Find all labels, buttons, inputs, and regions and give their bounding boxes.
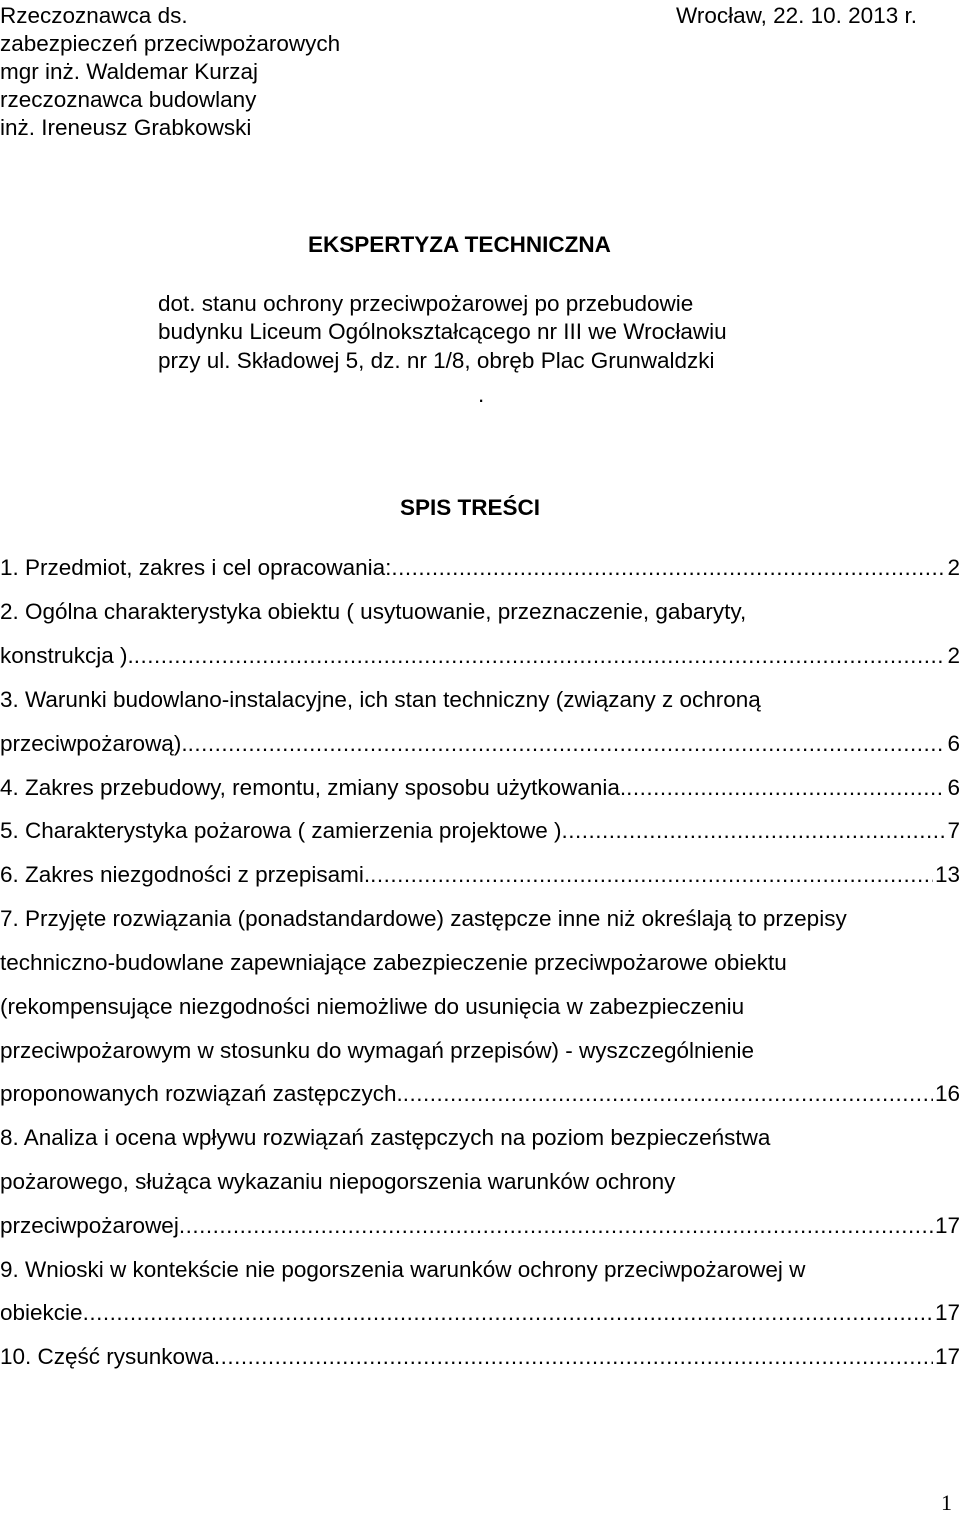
toc-title: SPIS TREŚCI [400,495,541,520]
toc-page-number: 2 [947,643,960,668]
toc-entry-text: 4. Zakres przebudowy, remontu, zmiany sposobu użytkowania. [0,775,627,800]
subject-line-2: budynku Liceum Ogólnokształcącego nr III we Wrocławiu [158,319,727,344]
toc-leader [391,554,945,582]
toc-entry-8[interactable] [0,1212,960,1240]
toc-entry-7-line-4[interactable]: przeciwpożarowym w stosunku do wymagań przepisów) - wyszczególnienie [0,1038,755,1063]
page-number: 1 [941,1490,952,1515]
author-line-2: zabezpieczeń przeciwpożarowych [0,31,341,56]
toc-entry-2[interactable] [0,642,960,670]
toc-entry-text: 10. Część rysunkowa [0,1344,214,1369]
toc-entry-text: konstrukcja ). [0,643,134,668]
toc-entry-text: przeciwpożarowej [0,1213,179,1238]
toc-entry-5[interactable] [0,817,960,845]
toc-entry-7[interactable] [0,1080,960,1108]
toc-entry-3[interactable] [0,730,960,758]
toc-page-number: 16 [934,1081,960,1106]
toc-entry-text: 1. Przedmiot, zakres i cel opracowania: [0,555,392,580]
toc-entry-text: obiekcie [0,1300,83,1325]
toc-leader [179,1212,933,1240]
toc-leader [83,1299,933,1327]
subject-line-1: dot. stanu ochrony przeciwpożarowej po przebudowie [158,291,694,316]
toc-page-number: 2 [947,555,960,580]
toc-leader [403,1080,933,1108]
author-line-5: inż. Ireneusz Grabkowski [0,115,252,140]
toc-entry-9-line-1[interactable]: 9. Wnioski w kontekście nie pogorszenia warunków ochrony przeciwpożarowej w [0,1257,806,1282]
toc-entry-2-line-1[interactable]: 2. Ogólna charakterystyka obiektu ( usytuowanie, przeznaczenie, gabaryty, [0,599,747,624]
author-line-4: rzeczoznawca budowlany [0,87,257,112]
toc-leader [214,1343,933,1371]
subject-line-3: przy ul. Składowej 5, dz. nr 1/8, obręb Plac Grunwaldzki [158,348,715,373]
author-line-3: mgr inż. Waldemar Kurzaj [0,59,258,84]
document-date: Wrocław, 22. 10. 2013 r. [676,3,917,28]
toc-entry-10[interactable] [0,1343,960,1371]
toc-entry-7-line-3[interactable]: (rekompensujące niezgodności niemożliwe do usunięcia w zabezpieczeniu [0,994,745,1019]
toc-entry-6[interactable] [0,861,960,889]
toc-entry-text: proponowanych rozwiązań zastępczych. [0,1081,403,1106]
toc-page-number: 17 [934,1344,960,1369]
toc-leader [134,642,946,670]
toc-entry-3-line-1[interactable]: 3. Warunki budowlano-instalacyjne, ich stan techniczny (związany z ochroną [0,687,761,712]
toc-entry-4[interactable] [0,774,960,802]
toc-page-number: 7 [947,818,960,843]
toc-page-number: 6 [947,775,960,800]
author-line-1: Rzeczoznawca ds. [0,3,188,28]
toc-page-number: 17 [934,1300,960,1325]
subject-line-4: . [478,382,485,407]
toc-leader [370,861,933,889]
toc-leader [626,774,945,802]
toc-entry-8-line-1[interactable]: 8. Analiza i ocena wpływu rozwiązań zastępczych na poziom bezpieczeństwa [0,1125,771,1150]
toc-entry-text: przeciwpożarową). [0,731,188,756]
toc-entry-8-line-2[interactable]: pożarowego, służąca wykazaniu niepogorszenia warunków ochrony [0,1169,676,1194]
toc-page-number: 13 [934,862,960,887]
toc-entry-1[interactable] [0,554,960,582]
toc-leader [188,730,946,758]
toc-leader [561,817,945,845]
toc-entry-text: 6. Zakres niezgodności z przepisami. [0,862,371,887]
toc-entry-9[interactable] [0,1299,960,1327]
toc-entry-7-line-1[interactable]: 7. Przyjęte rozwiązania (ponadstandardowe) zastępcze inne niż określają to przepisy [0,906,847,931]
document-title: EKSPERTYZA TECHNICZNA [308,232,611,257]
toc-entry-text: 5. Charakterystyka pożarowa ( zamierzenia projektowe ) [0,818,562,843]
toc-page-number: 6 [947,731,960,756]
toc-page-number: 17 [934,1213,960,1238]
toc-entry-7-line-2[interactable]: techniczno-budowlane zapewniające zabezpieczenie przeciwpożarowe obiektu [0,950,787,975]
